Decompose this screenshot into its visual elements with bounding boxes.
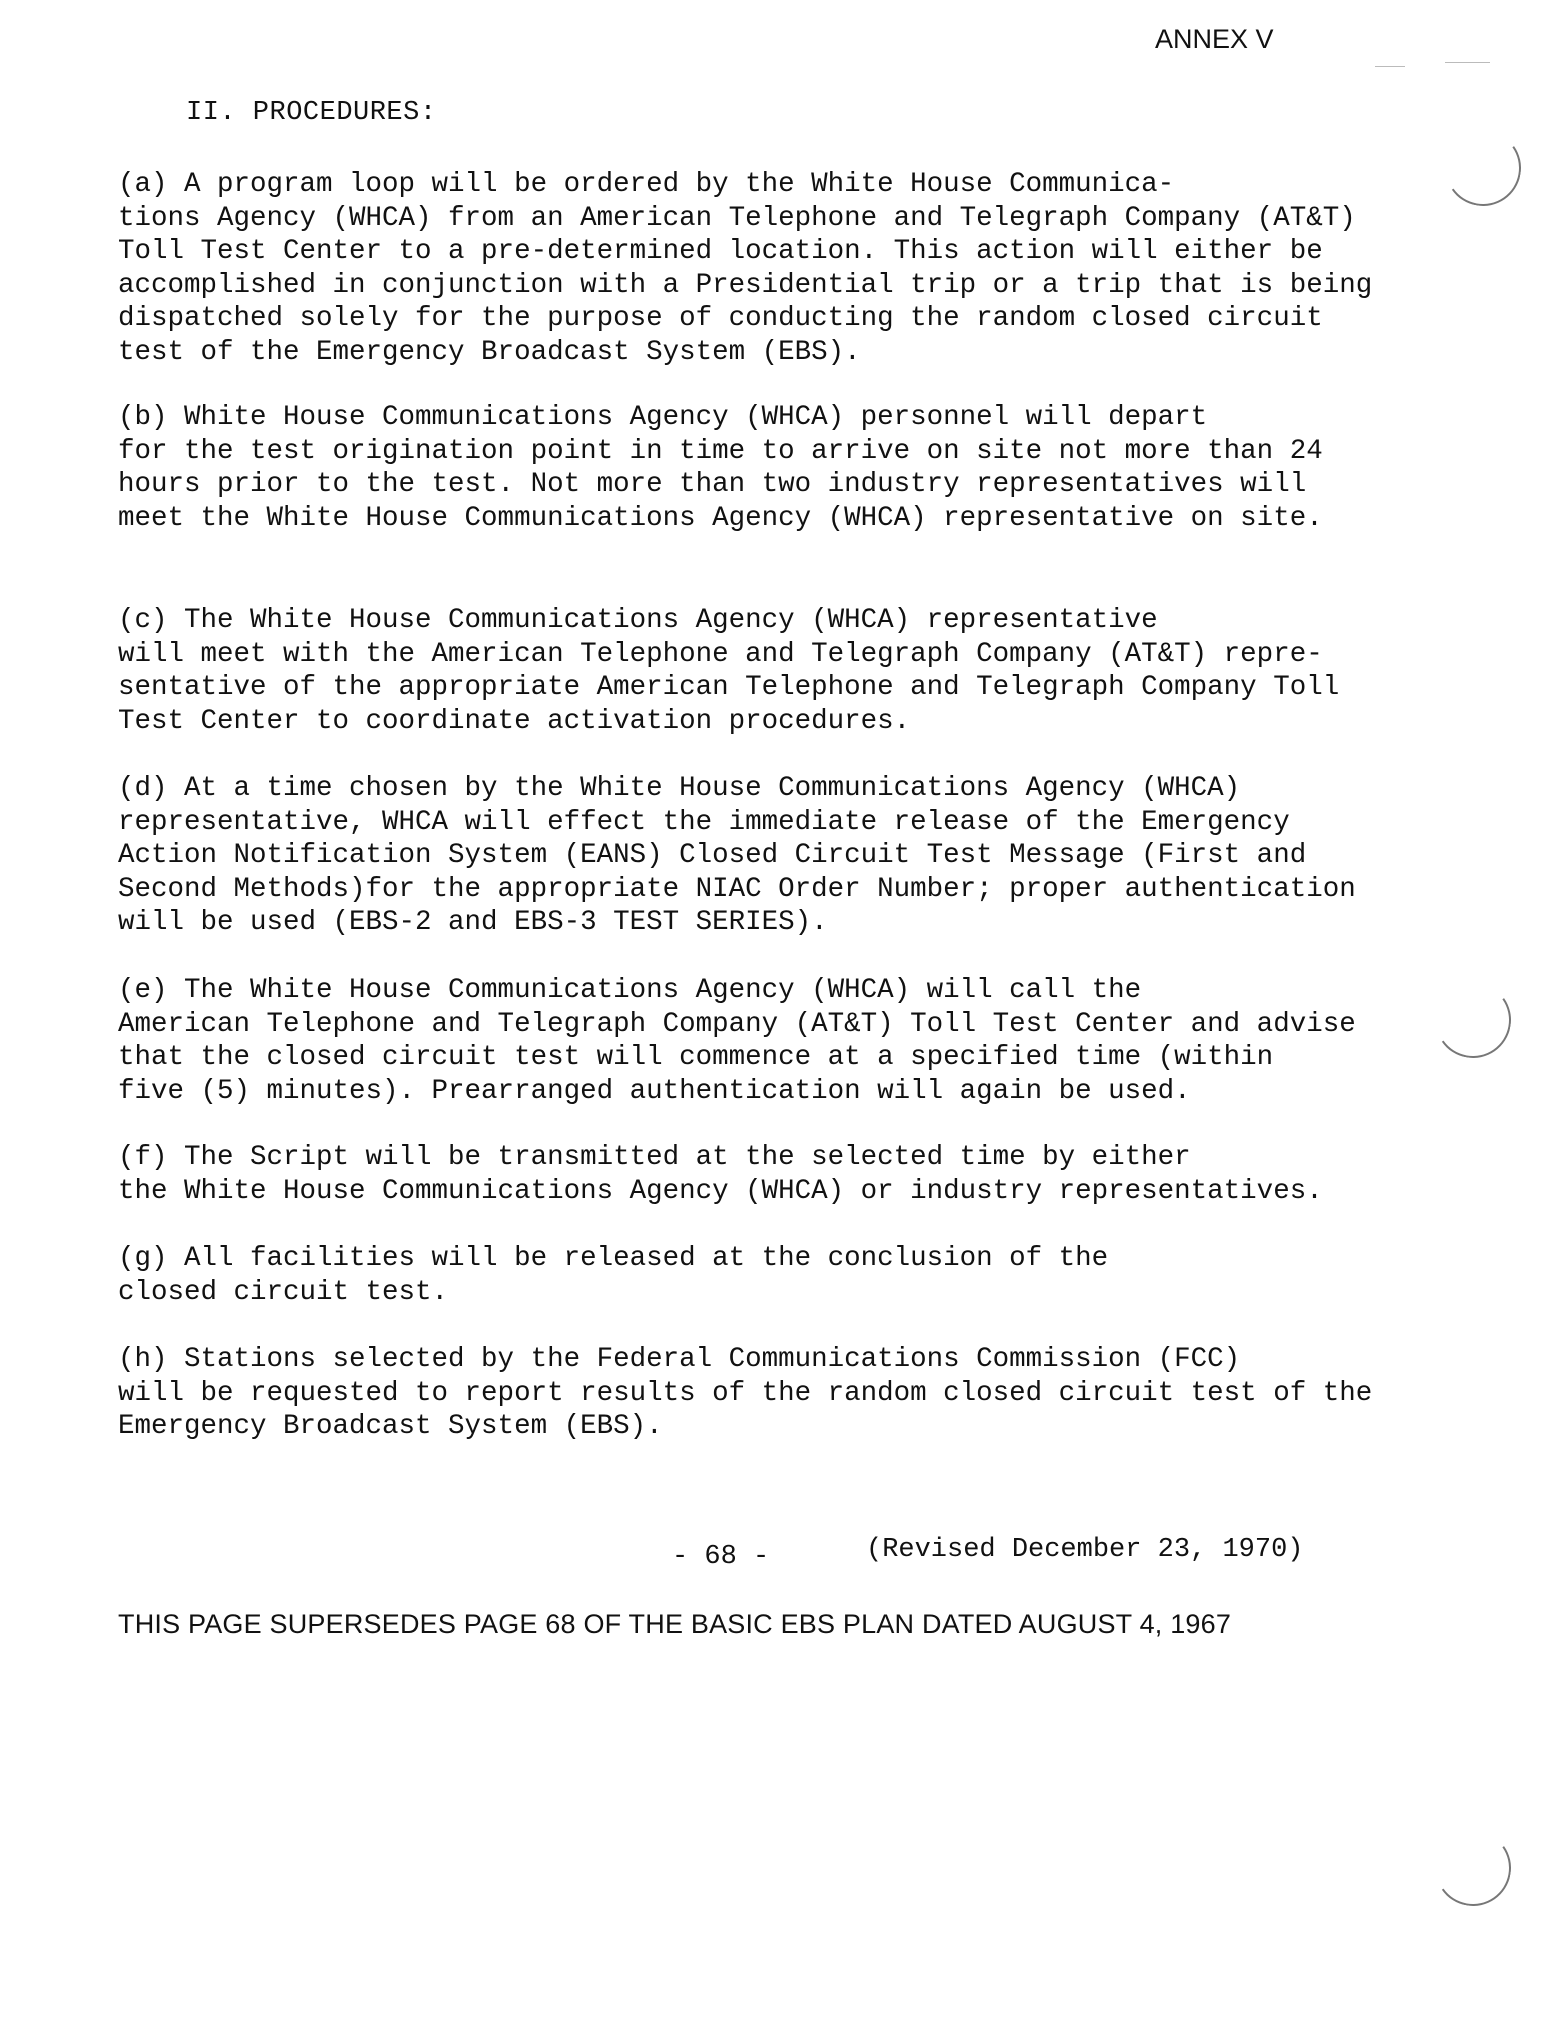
revision-date: (Revised December 23, 1970) [866, 1535, 1304, 1565]
binder-hole-mark [1439, 124, 1527, 212]
binder-hole-mark [1429, 1824, 1517, 1912]
annex-label: ANNEX V [1155, 24, 1274, 54]
paragraph-h: (h) Stations selected by the Federal Communications Commission (FCC) will be requested to report results of the random closed circuit test of the Emergency Broadcast System (EBS). [118, 1344, 1373, 1442]
paragraph-a: (a) A program loop will be ordered by the White House Communica- tions Agency (WHCA) from an American Telephone and Telegraph Company (AT&T) Toll Test Center to a pre-determined location. This action will either be accomplished in conjunction with a Presidential trip or a trip that is being dispatched solely for the purpose of conducting the random closed circuit test of the Emergency Broadcast System (EBS). [118, 169, 1373, 368]
section-heading: II. PROCEDURES: [186, 98, 437, 128]
scan-artifact [1375, 66, 1405, 67]
scan-artifact [1445, 62, 1490, 63]
paragraph-c: (c) The White House Communications Agency (WHCA) representative will meet with the American Telephone and Telegraph Company (AT&T) repre- sentative of the appropriate American Telephone and Telegraph Company Toll Test Center to coordinate activation procedures. [118, 605, 1340, 737]
paragraph-e: (e) The White House Communications Agency (WHCA) will call the American Telephone and Telegraph Company (AT&T) Toll Test Center and advise that the closed circuit test will commence at a specified time (within five (5) minutes). Prearranged authentication will again be used. [118, 975, 1356, 1107]
paragraph-b: (b) White House Communications Agency (WHCA) personnel will depart for the test origination point in time to arrive on site not more than 24 hours prior to the test. Not more than two industry representatives will meet the White House Communications Agency (WHCA) representative on site. [118, 402, 1323, 534]
binder-hole-mark [1429, 976, 1517, 1064]
supersedes-notice: THIS PAGE SUPERSEDES PAGE 68 OF THE BASIC EBS PLAN DATED AUGUST 4, 1967 [118, 1609, 1232, 1639]
page-number: - 68 - [672, 1542, 770, 1572]
paragraph-g: (g) All facilities will be released at the conclusion of the closed circuit test. [118, 1243, 1109, 1308]
paragraph-d: (d) At a time chosen by the White House Communications Agency (WHCA) representative, WHCA will effect the immediate release of the Emergency Action Notification System (EANS) Closed Circuit Test Message (First and Second Methods)for the appropriate NIAC Order Number; proper authentication will be used (EBS-2 and EBS-3 TEST SERIES). [118, 773, 1356, 938]
paragraph-f: (f) The Script will be transmitted at the selected time by either the White House Communications Agency (WHCA) or industry representatives. [118, 1142, 1323, 1207]
